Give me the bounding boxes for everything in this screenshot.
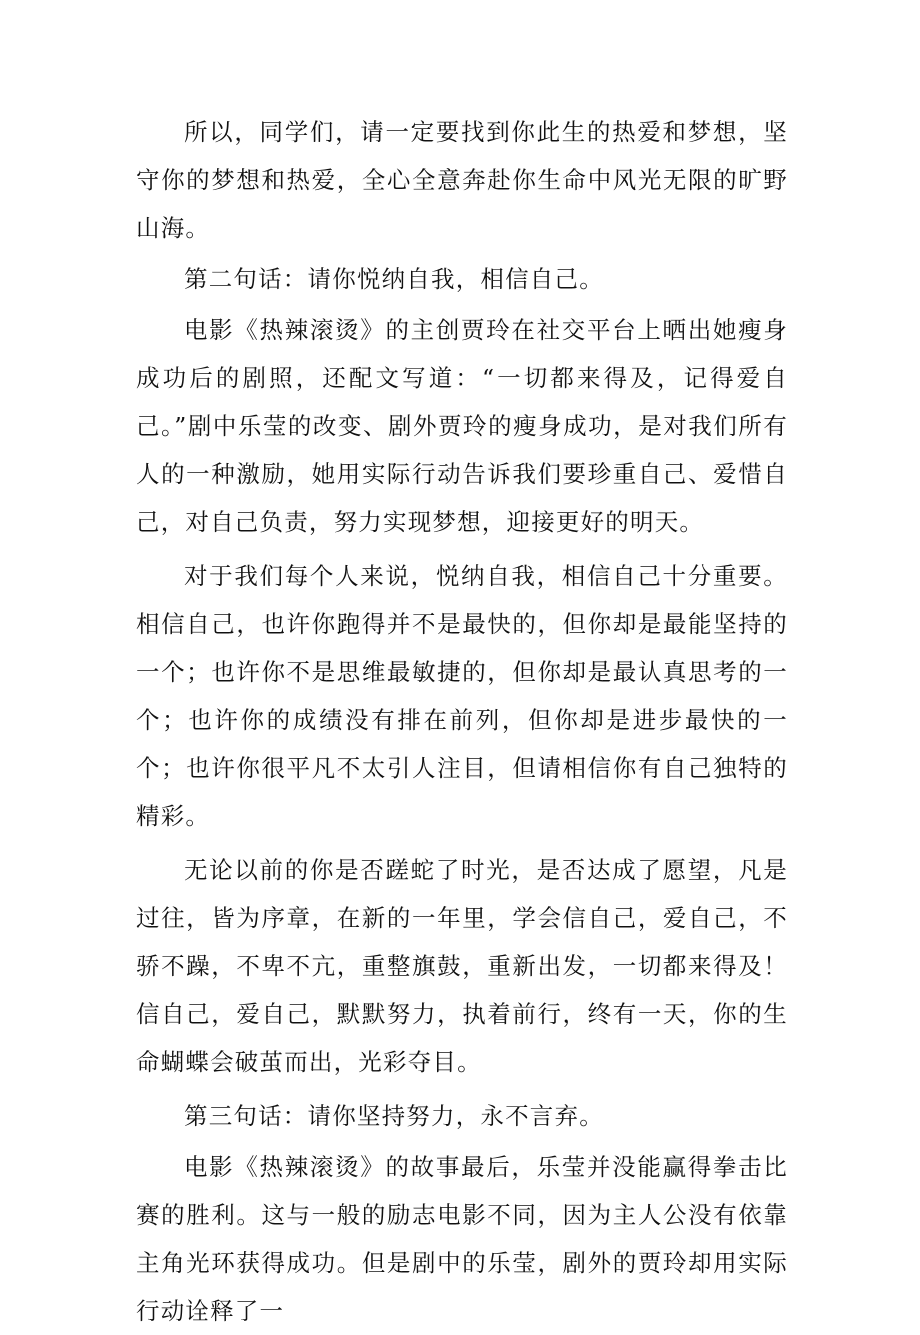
paragraph-1: 所以，同学们，请一定要找到你此生的热爱和梦想，坚守你的梦想和热爱，全心全意奔赴你生命中风光无限的旷野山海。 — [136, 118, 788, 242]
paragraph-2: 电影《热辣滚烫》的主创贾玲在社交平台上晒出她瘦身成功后的剧照，还配文写道：“一切都来得及，记得爱自己。”剧中乐莹的改变、剧外贾玲的瘦身成功，是对我们所有人的一种激励，她用实际行动告诉我们要珍重自己、爱惜自己，对自己负责，努力实现梦想，迎接更好的明天。 — [136, 316, 788, 536]
section-heading-3: 第三句话：请你坚持努力，永不言弃。 — [184, 1102, 604, 1130]
paragraph-5: 电影《热辣滚烫》的故事最后，乐莹并没能赢得拳击比赛的胜利。这与一般的励志电影不同，因为主人公没有依靠主角光环获得成功。但是剧中的乐莹，剧外的贾玲却用实际行动诠释了一 — [136, 1153, 788, 1325]
section-heading-2: 第二句话：请你悦纳自我，相信自己。 — [184, 265, 604, 293]
document-body — [136, 108, 788, 1335]
paragraph-3: 对于我们每个人来说，悦纳自我，相信自己十分重要。相信自己，也许你跑得并不是最快的，但你却是最能坚持的一个；也许你不是思维最敏捷的，但你却是最认真思考的一个；也许你的成绩没有排在前列，但你却是进步最快的一个；也许你很平凡不太引人注目，但请相信你有自己独特的精彩。 — [136, 562, 788, 830]
paragraph-4: 无论以前的你是否蹉蛇了时光，是否达成了愿望，凡是过往，皆为序章，在新的一年里，学会信自己，爱自己，不骄不躁，不卑不亢，重整旗鼓，重新出发，一切都来得及！信自己，爱自己，默默努力，执着前行，终有一天，你的生命蝴蝶会破茧而出，光彩夺目。 — [136, 856, 788, 1076]
